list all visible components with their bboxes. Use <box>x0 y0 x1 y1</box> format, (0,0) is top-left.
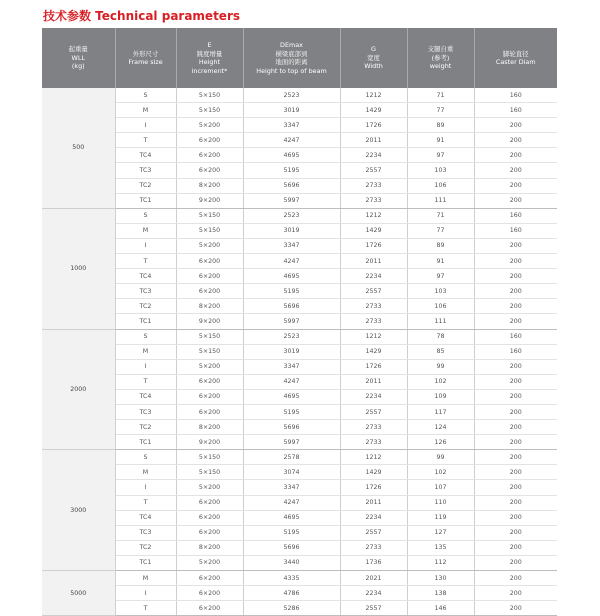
caster-cell: 200 <box>474 555 557 570</box>
weight-cell: 110 <box>407 495 474 510</box>
table-row <box>42 420 557 435</box>
header-line: G <box>371 45 376 54</box>
height-cell: 4247 <box>243 133 340 148</box>
size-cell: 5×150 <box>176 88 243 103</box>
height-cell: 5195 <box>243 404 340 419</box>
frame-size-cell: M <box>115 344 176 359</box>
width-cell: 2021 <box>340 571 407 586</box>
header-line: 支腿自重 <box>427 45 454 54</box>
height-cell: 4695 <box>243 389 340 404</box>
header-line: Height to top of beam <box>256 66 327 75</box>
height-cell: 3019 <box>243 344 340 359</box>
width-cell: 2733 <box>340 178 407 193</box>
table-row <box>42 148 557 163</box>
header-line: 横梁底部到 <box>275 49 308 58</box>
header-line: DEmax <box>280 41 303 49</box>
caster-cell: 200 <box>474 389 557 404</box>
size-cell: 5×200 <box>176 359 243 374</box>
weight-cell: 97 <box>407 148 474 163</box>
height-cell: 4786 <box>243 586 340 601</box>
height-cell: 4247 <box>243 254 340 269</box>
wll-header <box>42 28 115 88</box>
caster-cell: 200 <box>474 178 557 193</box>
weight-cell: 124 <box>407 420 474 435</box>
caster-cell: 200 <box>474 465 557 480</box>
table-row <box>42 510 557 525</box>
size-cell: 6×200 <box>176 571 243 586</box>
width-cell: 2733 <box>340 540 407 555</box>
frame-size-cell: TC4 <box>115 269 176 284</box>
table-row <box>42 208 557 223</box>
table-row <box>42 103 557 118</box>
width-cell: 2557 <box>340 404 407 419</box>
width-cell: 2011 <box>340 374 407 389</box>
width-header <box>340 28 407 88</box>
weight-cell: 126 <box>407 435 474 450</box>
width-cell: 2733 <box>340 435 407 450</box>
width-cell: 2733 <box>340 299 407 314</box>
caster-cell: 200 <box>474 480 557 495</box>
header-line: 跳度增量 <box>196 49 223 58</box>
frame-size-cell: T <box>115 374 176 389</box>
width-cell: 2234 <box>340 148 407 163</box>
width-cell: 1726 <box>340 480 407 495</box>
header-line: 起重量 <box>68 45 88 54</box>
header-line: Frame size <box>128 58 163 66</box>
table-row <box>42 254 557 269</box>
weight-cell: 107 <box>407 480 474 495</box>
table-row <box>42 601 557 616</box>
wll-group-cell: 5000 <box>42 571 115 616</box>
width-cell: 2234 <box>340 389 407 404</box>
width-cell: 1212 <box>340 208 407 223</box>
caster-cell: 200 <box>474 193 557 208</box>
height-cell: 4695 <box>243 510 340 525</box>
height-cell: 4695 <box>243 148 340 163</box>
weight-cell: 111 <box>407 314 474 329</box>
height-cell: 3074 <box>243 465 340 480</box>
weight-cell: 89 <box>407 238 474 253</box>
frame-size-cell: TC1 <box>115 435 176 450</box>
header-line: weight <box>429 62 452 71</box>
weight-cell: 135 <box>407 540 474 555</box>
width-cell: 2234 <box>340 586 407 601</box>
table-row <box>42 495 557 510</box>
caster-cell: 200 <box>474 495 557 510</box>
width-cell: 2733 <box>340 420 407 435</box>
table-row <box>42 374 557 389</box>
header-line: 地面的距离 <box>275 58 308 66</box>
height-cell: 5286 <box>243 601 340 616</box>
table-row <box>42 586 557 601</box>
table-row <box>42 118 557 133</box>
frame-size-cell: T <box>115 495 176 510</box>
table-row <box>42 571 557 586</box>
caster-cell: 160 <box>474 103 557 118</box>
frame-size-cell: TC2 <box>115 540 176 555</box>
header-line: (kg) <box>71 62 85 71</box>
frame-size-cell: M <box>115 571 176 586</box>
height-cell: 4335 <box>243 571 340 586</box>
frame-size-header <box>115 28 176 88</box>
height-increment-header <box>176 28 243 88</box>
header-line: WLL <box>71 53 85 62</box>
size-cell: 8×200 <box>176 178 243 193</box>
height-cell: 4695 <box>243 269 340 284</box>
height-cell: 2523 <box>243 208 340 223</box>
weight-cell: 102 <box>407 374 474 389</box>
frame-size-cell: M <box>115 223 176 238</box>
table-row <box>42 88 557 103</box>
table-row <box>42 284 557 299</box>
caster-cell: 200 <box>474 284 557 299</box>
header-row <box>42 28 557 88</box>
weight-cell: 127 <box>407 525 474 540</box>
height-cell: 2578 <box>243 450 340 465</box>
width-cell: 1726 <box>340 238 407 253</box>
weight-cell: 112 <box>407 555 474 570</box>
frame-size-cell: TC1 <box>115 314 176 329</box>
size-cell: 5×150 <box>176 103 243 118</box>
caster-cell: 200 <box>474 404 557 419</box>
width-cell: 1429 <box>340 465 407 480</box>
caster-cell: 200 <box>474 510 557 525</box>
frame-size-cell: T <box>115 133 176 148</box>
height-cell: 2523 <box>243 88 340 103</box>
wll-group-cell: 1000 <box>42 208 115 329</box>
header-line: Width <box>364 62 383 71</box>
width-cell: 2234 <box>340 269 407 284</box>
size-cell: 6×200 <box>176 586 243 601</box>
table-body <box>42 88 557 616</box>
table-row <box>42 555 557 570</box>
width-cell: 2557 <box>340 525 407 540</box>
table-row <box>42 269 557 284</box>
height-cell: 5997 <box>243 193 340 208</box>
size-cell: 5×200 <box>176 480 243 495</box>
caster-diam-header <box>474 28 557 88</box>
caster-cell: 160 <box>474 329 557 344</box>
size-cell: 5×150 <box>176 329 243 344</box>
size-cell: 6×200 <box>176 254 243 269</box>
size-cell: 5×150 <box>176 465 243 480</box>
caster-cell: 200 <box>474 299 557 314</box>
width-cell: 1429 <box>340 344 407 359</box>
frame-size-cell: S <box>115 450 176 465</box>
height-cell: 3347 <box>243 238 340 253</box>
caster-cell: 200 <box>474 148 557 163</box>
caster-cell: 160 <box>474 344 557 359</box>
caster-cell: 200 <box>474 118 557 133</box>
table-row <box>42 465 557 480</box>
weight-cell: 103 <box>407 284 474 299</box>
frame-size-cell: I <box>115 480 176 495</box>
table-row <box>42 525 557 540</box>
height-cell: 5997 <box>243 314 340 329</box>
table-row <box>42 404 557 419</box>
header-line: 外形尺寸 <box>132 49 159 58</box>
table-row <box>42 163 557 178</box>
table-row <box>42 133 557 148</box>
weight-cell: 77 <box>407 103 474 118</box>
weight-cell: 71 <box>407 208 474 223</box>
size-cell: 6×200 <box>176 148 243 163</box>
weight-cell: 106 <box>407 299 474 314</box>
frame-size-cell: TC2 <box>115 420 176 435</box>
width-cell: 1736 <box>340 555 407 570</box>
width-cell: 2011 <box>340 495 407 510</box>
size-cell: 5×150 <box>176 208 243 223</box>
weight-cell: 109 <box>407 389 474 404</box>
frame-size-cell: S <box>115 88 176 103</box>
weight-cell: 146 <box>407 601 474 616</box>
width-cell: 2733 <box>340 193 407 208</box>
size-cell: 5×200 <box>176 238 243 253</box>
weight-cell: 91 <box>407 254 474 269</box>
size-cell: 5×150 <box>176 450 243 465</box>
caster-cell: 160 <box>474 223 557 238</box>
frame-size-cell: I <box>115 586 176 601</box>
size-cell: 6×200 <box>176 389 243 404</box>
weight-cell: 130 <box>407 571 474 586</box>
frame-size-cell: M <box>115 103 176 118</box>
height-cell: 4247 <box>243 374 340 389</box>
frame-size-cell: TC3 <box>115 284 176 299</box>
height-cell: 5696 <box>243 178 340 193</box>
weight-cell: 102 <box>407 465 474 480</box>
size-cell: 6×200 <box>176 601 243 616</box>
frame-size-cell: I <box>115 238 176 253</box>
width-cell: 1212 <box>340 329 407 344</box>
height-cell: 2523 <box>243 329 340 344</box>
caster-cell: 200 <box>474 254 557 269</box>
frame-size-cell: TC1 <box>115 193 176 208</box>
weight-cell: 138 <box>407 586 474 601</box>
frame-size-cell: TC1 <box>115 555 176 570</box>
header-line: (参考) <box>431 53 450 62</box>
height-cell: 5696 <box>243 540 340 555</box>
weight-cell: 119 <box>407 510 474 525</box>
header-line: increment* <box>191 66 228 75</box>
caster-cell: 200 <box>474 571 557 586</box>
frame-size-cell: TC2 <box>115 299 176 314</box>
size-cell: 5×200 <box>176 118 243 133</box>
frame-size-cell: T <box>115 254 176 269</box>
height-cell: 4247 <box>243 495 340 510</box>
header-line: E <box>207 41 212 49</box>
frame-size-cell: TC3 <box>115 404 176 419</box>
table-row <box>42 238 557 253</box>
table-row <box>42 329 557 344</box>
frame-size-cell: TC4 <box>115 389 176 404</box>
frame-size-cell: T <box>115 601 176 616</box>
caster-cell: 200 <box>474 420 557 435</box>
width-cell: 1429 <box>340 103 407 118</box>
height-cell: 3019 <box>243 223 340 238</box>
caster-cell: 200 <box>474 435 557 450</box>
height-cell: 3347 <box>243 359 340 374</box>
weight-cell: 117 <box>407 404 474 419</box>
page-title: 技术参数 Technical parameters <box>43 9 241 23</box>
technical-parameters-table <box>42 28 557 616</box>
size-cell: 6×200 <box>176 525 243 540</box>
size-cell: 5×150 <box>176 223 243 238</box>
weight-cell: 111 <box>407 193 474 208</box>
wll-group-cell: 2000 <box>42 329 115 450</box>
weight-cell: 89 <box>407 118 474 133</box>
caster-cell: 200 <box>474 163 557 178</box>
size-cell: 9×200 <box>176 435 243 450</box>
caster-cell: 200 <box>474 450 557 465</box>
table-row <box>42 389 557 404</box>
table-row <box>42 540 557 555</box>
height-cell: 5195 <box>243 284 340 299</box>
width-cell: 1726 <box>340 359 407 374</box>
frame-size-cell: TC2 <box>115 178 176 193</box>
frame-size-cell: TC4 <box>115 148 176 163</box>
size-cell: 6×200 <box>176 269 243 284</box>
height-cell: 5997 <box>243 435 340 450</box>
weight-header <box>407 28 474 88</box>
table-row <box>42 450 557 465</box>
frame-size-cell: I <box>115 118 176 133</box>
width-cell: 2733 <box>340 314 407 329</box>
wll-group-cell: 3000 <box>42 450 115 571</box>
table-row <box>42 178 557 193</box>
caster-cell: 200 <box>474 525 557 540</box>
height-cell: 5696 <box>243 299 340 314</box>
size-cell: 5×200 <box>176 555 243 570</box>
caster-cell: 200 <box>474 540 557 555</box>
width-cell: 2234 <box>340 510 407 525</box>
weight-cell: 85 <box>407 344 474 359</box>
weight-cell: 97 <box>407 269 474 284</box>
size-cell: 8×200 <box>176 420 243 435</box>
weight-cell: 99 <box>407 359 474 374</box>
table-row <box>42 480 557 495</box>
table-row <box>42 359 557 374</box>
header-line: Caster Diam <box>495 58 536 66</box>
wll-group-cell: 500 <box>42 88 115 208</box>
caster-cell: 160 <box>474 208 557 223</box>
width-cell: 1429 <box>340 223 407 238</box>
size-cell: 6×200 <box>176 495 243 510</box>
height-cell: 5696 <box>243 420 340 435</box>
table-row <box>42 435 557 450</box>
table-row <box>42 314 557 329</box>
size-cell: 8×200 <box>176 299 243 314</box>
weight-cell: 99 <box>407 450 474 465</box>
caster-cell: 200 <box>474 586 557 601</box>
weight-cell: 106 <box>407 178 474 193</box>
frame-size-cell: S <box>115 329 176 344</box>
table-row <box>42 193 557 208</box>
width-cell: 2557 <box>340 284 407 299</box>
header-line: 宽度 <box>367 53 380 62</box>
caster-cell: 200 <box>474 359 557 374</box>
table-row <box>42 344 557 359</box>
frame-size-cell: TC3 <box>115 525 176 540</box>
height-cell: 3019 <box>243 103 340 118</box>
width-cell: 2557 <box>340 601 407 616</box>
caster-cell: 200 <box>474 314 557 329</box>
height-cell: 5195 <box>243 525 340 540</box>
width-cell: 1212 <box>340 88 407 103</box>
width-cell: 1212 <box>340 450 407 465</box>
weight-cell: 78 <box>407 329 474 344</box>
height-cell: 5195 <box>243 163 340 178</box>
caster-cell: 200 <box>474 133 557 148</box>
weight-cell: 91 <box>407 133 474 148</box>
width-cell: 2011 <box>340 254 407 269</box>
weight-cell: 77 <box>407 223 474 238</box>
frame-size-cell: I <box>115 359 176 374</box>
caster-cell: 160 <box>474 88 557 103</box>
size-cell: 6×200 <box>176 133 243 148</box>
height-cell: 3347 <box>243 118 340 133</box>
size-cell: 5×150 <box>176 344 243 359</box>
frame-size-cell: S <box>115 208 176 223</box>
header-line: 脚轮直径 <box>502 49 529 58</box>
height-cell: 3347 <box>243 480 340 495</box>
frame-size-cell: M <box>115 465 176 480</box>
weight-cell: 103 <box>407 163 474 178</box>
header-line: Height <box>198 58 221 66</box>
size-cell: 6×200 <box>176 163 243 178</box>
size-cell: 6×200 <box>176 284 243 299</box>
size-cell: 8×200 <box>176 540 243 555</box>
frame-size-cell: TC4 <box>115 510 176 525</box>
table-row <box>42 223 557 238</box>
size-cell: 6×200 <box>176 404 243 419</box>
size-cell: 9×200 <box>176 193 243 208</box>
caster-cell: 200 <box>474 238 557 253</box>
size-cell: 6×200 <box>176 374 243 389</box>
width-cell: 2011 <box>340 133 407 148</box>
size-cell: 9×200 <box>176 314 243 329</box>
weight-cell: 71 <box>407 88 474 103</box>
height-to-beam-header <box>243 28 340 88</box>
table-row <box>42 299 557 314</box>
frame-size-cell: TC3 <box>115 163 176 178</box>
width-cell: 1726 <box>340 118 407 133</box>
caster-cell: 200 <box>474 374 557 389</box>
caster-cell: 200 <box>474 601 557 616</box>
size-cell: 6×200 <box>176 510 243 525</box>
caster-cell: 200 <box>474 269 557 284</box>
height-cell: 3440 <box>243 555 340 570</box>
width-cell: 2557 <box>340 163 407 178</box>
